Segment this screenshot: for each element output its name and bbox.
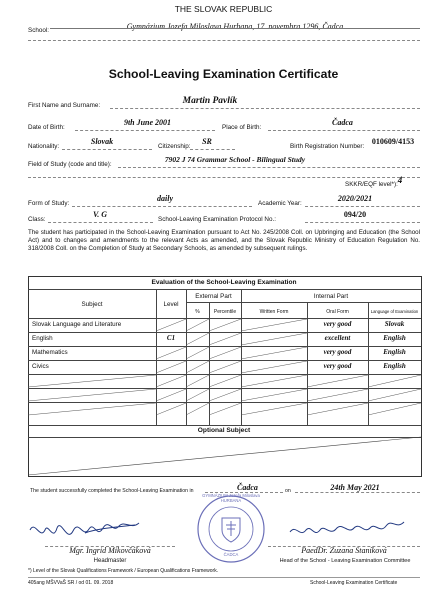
row-oral: excellent [324,334,351,342]
protocol-line [305,222,420,223]
headmaster-label: Headmaster [93,558,127,564]
form-code: 405ang MŠVVaŠ SR / od 01. 09. 2018 [28,580,114,586]
stamp-text: GYMNÁZIUM Jozefa Miloslava HURBANA [202,493,260,503]
table-rule [28,289,421,290]
school-label: School: [28,27,50,34]
dob-line [75,130,215,131]
class-value: V. G [92,210,108,219]
row-subject: Slovak Language and Literature [32,321,122,328]
name-line [110,108,420,109]
school-value: Gymnázium Jozefa Miloslava Hurbana, 17. novembra 1296, Čadca [126,22,344,31]
field-line-2 [28,177,420,178]
row-language: English [383,334,406,342]
protocol-label: School-Leaving Examination Protocol No.: [158,216,276,223]
citizenship-line [190,149,235,150]
row-language: English [383,348,406,356]
footer-doc-name: School-Leaving Examination Certificate [310,580,398,586]
headmaster-name: Mgr. Ingrid Mikovčáková [69,546,151,555]
chair-label: Head of the School - Leaving Examination Committee [279,558,411,564]
skkr-value: 4 [397,175,403,185]
row-strike [28,388,421,402]
header-subject: Subject [81,301,103,308]
header-percentile: Percentile [213,309,237,315]
nationality-value: Slovak [90,137,114,146]
dob-value: 9th June 2001 [123,118,172,127]
header-external: External Part [195,293,232,300]
row-subject: Civics [32,363,49,370]
year-line [305,206,420,207]
dob-label: Date of Birth: [28,124,65,131]
header-internal: Internal Part [313,293,349,300]
row-subject: Mathematics [32,349,68,356]
protocol-value: 094/20 [343,210,367,219]
chair-name: PaedDr. Zuzana Staníková [301,546,387,555]
footer-rule [28,577,420,578]
table-rule [186,302,421,303]
citizenship-label: Citizenship: [158,143,191,150]
school-line-2 [28,40,420,41]
year-label: Academic Year: [258,200,302,207]
header-oral: Oral Form [326,309,349,315]
date-line [295,492,420,493]
field-line [118,167,420,168]
row-strike [28,374,421,388]
headmaster-signature [25,515,185,550]
name-label: First Name and Surname: [28,102,101,109]
header-written: Written Form [259,309,289,315]
pob-label: Place of Birth: [222,124,262,131]
exam-place: Čadca [237,483,258,492]
table-strikes [28,425,421,476]
pob-value: Čadca [332,118,353,127]
stamp-city: ČADCA [223,552,239,557]
optional-subject-title: Optional Subject [197,427,251,434]
table-title: Evaluation of the School-Leaving Examination [151,279,297,286]
class-line [48,222,153,223]
skkr-label: SKKR/EQF level*): [345,181,398,188]
citizenship-value: SR [202,137,212,146]
form-label: Form of Study: [28,200,70,207]
on-label: on [285,488,291,494]
nationality-label: Nationality: [28,143,60,150]
chair-signature [285,514,415,544]
row-level: C1 [166,334,176,342]
header-level: Level [163,301,179,308]
row-oral: very good [323,348,352,356]
form-value: daily [157,194,173,203]
field-value: 7902 J 74 Grammar School - Bilingual Study [164,155,306,164]
school-line [50,28,420,29]
completed-label: The student successfully completed the School-Leaving Examination in [30,488,194,494]
country-title: THE SLOVAK REPUBLIC [174,4,273,14]
row-language: English [383,362,406,370]
row-oral: very good [323,362,352,370]
footnote: *) Level of the Slovak Qualifications Framework / European Qualifications Framework. [28,568,219,574]
class-label: Class: [28,216,46,223]
exam-date: 24th May 2021 [330,483,380,492]
row-subject: English [32,335,53,342]
statement: The student has participated in the School-Leaving Examination pursuant to Act No. 245/2008 Coll. on Upbringing and Education (the School Act) and to changes and amendments to the relevant Acts as amended, and the Slovak Republic Ministry of Education Regulation No. 318/2008 Coll. on the Completion of Study at Secondary Schools, as amended by subsequent rulings. [28,229,420,252]
birthreg-value: 010609/4153 [371,137,415,146]
name-value: Martin Pavlík [182,96,238,106]
row-oral: very good [323,320,352,328]
field-label: Field of Study (code and title): [28,161,112,168]
header-language: Language of Examination [370,309,419,314]
form-line [72,206,252,207]
nationality-line [62,149,152,150]
header-pct: % [195,309,200,315]
document-title: School-Leaving Examination Certificate [108,67,339,81]
row-language: Slovak [384,320,405,328]
row-strike [28,402,421,416]
birthreg-label: Birth Registration Number: [290,143,365,150]
pob-line [268,130,420,131]
year-value: 2020/2021 [337,194,373,203]
